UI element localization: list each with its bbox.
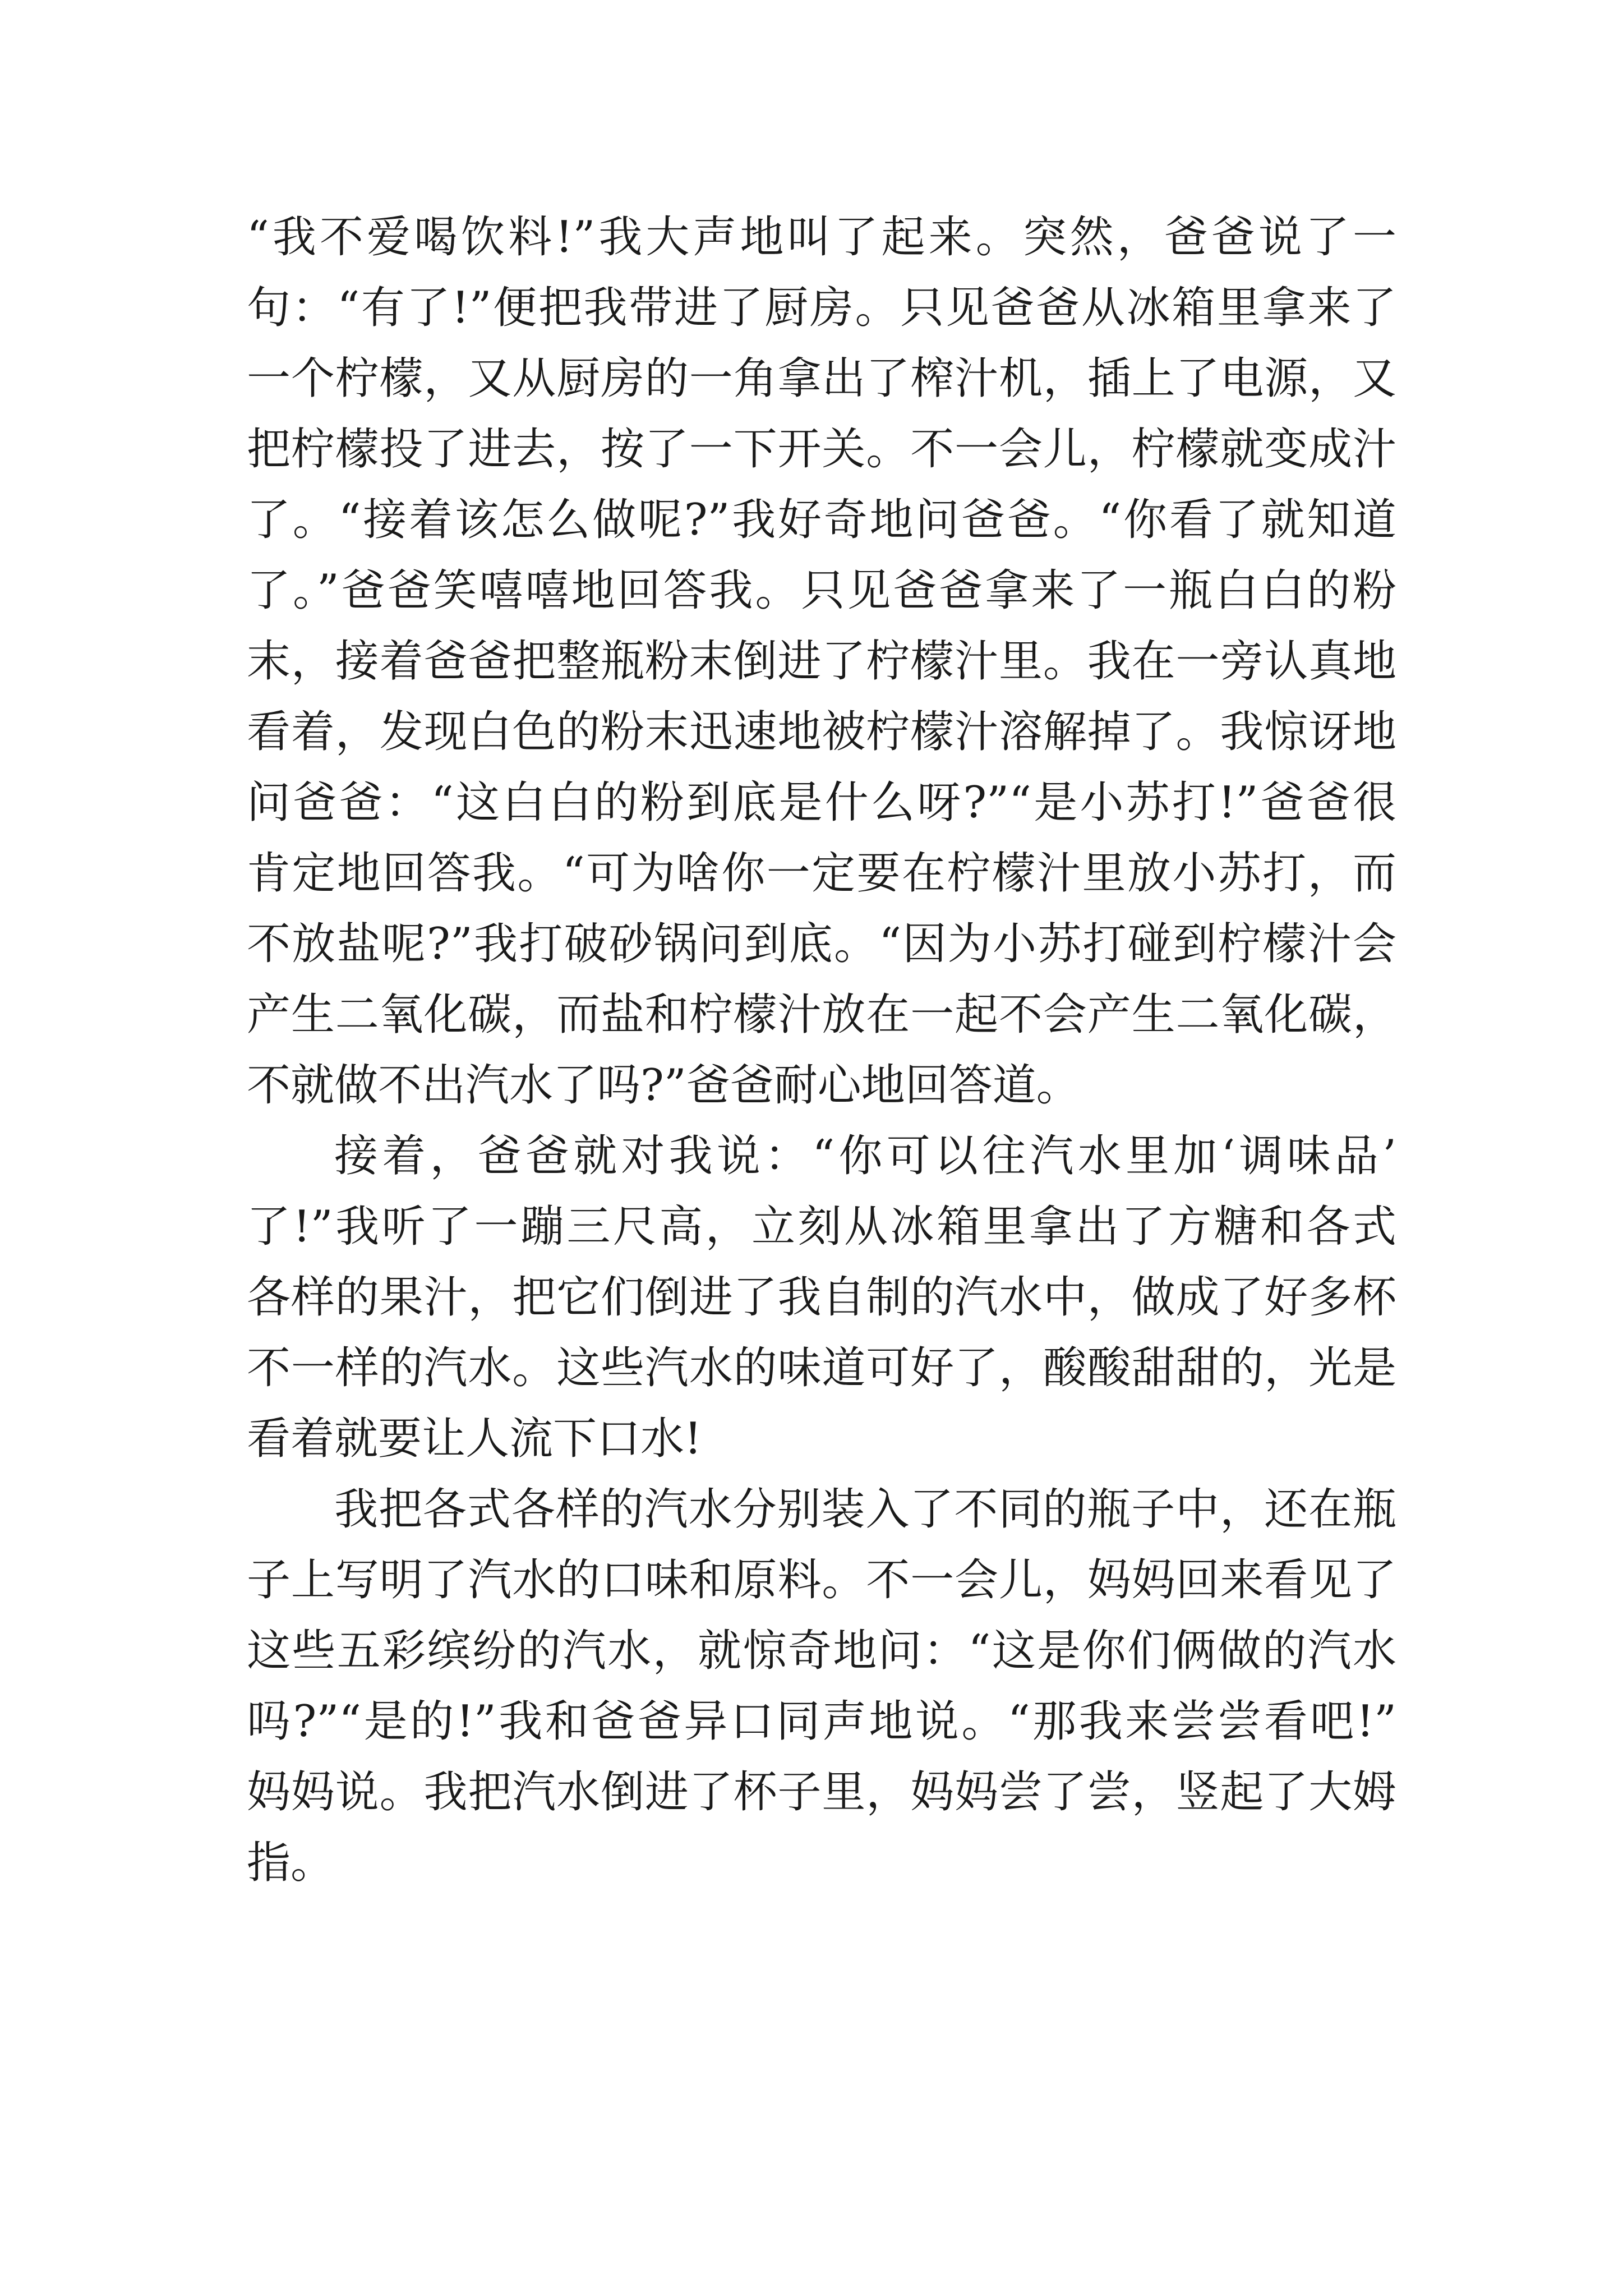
- text-line: 不就做不出汽水了吗?”爸爸耐心地回答道。: [247, 1060, 1080, 1111]
- body-text: [247, 202, 1396, 1898]
- text-line: “我不爱喝饮料!”我大声地叫了起来。突然，爸爸说了一: [247, 212, 1396, 263]
- text-line: 这些五彩缤纷的汽水，就惊奇地问：“这是你们俩做的汽水: [247, 1626, 1396, 1676]
- text-line: 接着，爸爸就对我说：“你可以往汽水里加‘调味品’: [334, 1131, 1396, 1181]
- text-line: 了。“接着该怎么做呢?”我好奇地问爸爸。“你看了就知道: [247, 495, 1396, 545]
- text-line: 各样的果汁，把它们倒进了我自制的汽水中，做成了好多杯: [247, 1272, 1396, 1323]
- text-line: 肯定地回答我。“可为啥你一定要在柠檬汁里放小苏打，而: [247, 848, 1396, 899]
- text-line: 把柠檬投了进去，按了一下开关。不一会儿，柠檬就变成汁: [247, 424, 1396, 475]
- text-line: 末，接着爸爸把整瓶粉末倒进了柠檬汁里。我在一旁认真地: [247, 636, 1396, 687]
- text-line: 我把各式各样的汽水分别装入了不同的瓶子中，还在瓶: [334, 1484, 1396, 1535]
- text-line: 看着就要让人流下口水!: [247, 1414, 702, 1464]
- text-line: 指。: [247, 1838, 335, 1888]
- text-line: 产生二氧化碳，而盐和柠檬汁放在一起不会产生二氧化碳，: [247, 990, 1396, 1040]
- text-line: 看着，发现白色的粉末迅速地被柠檬汁溶解掉了。我惊讶地: [247, 707, 1396, 757]
- text-line: 吗?”“是的!”我和爸爸异口同声地说。“那我来尝尝看吧!”: [247, 1696, 1396, 1747]
- text-line: 不一样的汽水。这些汽水的味道可好了，酸酸甜甜的，光是: [247, 1343, 1396, 1393]
- text-line: 句：“有了!”便把我带进了厨房。只见爸爸从冰箱里拿来了: [247, 283, 1396, 333]
- text-line: 不放盐呢?”我打破砂锅问到底。“因为小苏打碰到柠檬汁会: [247, 919, 1396, 969]
- text-line: 一个柠檬，又从厨房的一角拿出了榨汁机，插上了电源，又: [247, 353, 1396, 404]
- text-line: 妈妈说。我把汽水倒进了杯子里，妈妈尝了尝，竖起了大姆: [247, 1767, 1396, 1818]
- text-line: 了!”我听了一蹦三尺高，立刻从冰箱里拿出了方糖和各式: [247, 1202, 1396, 1252]
- text-line: 子上写明了汽水的口味和原料。不一会儿，妈妈回来看见了: [247, 1555, 1396, 1605]
- text-line: 了。”爸爸笑嘻嘻地回答我。只见爸爸拿来了一瓶白白的粉: [247, 565, 1396, 616]
- text-line: 问爸爸：“这白白的粉到底是什么呀?”“是小苏打!”爸爸很: [247, 777, 1396, 828]
